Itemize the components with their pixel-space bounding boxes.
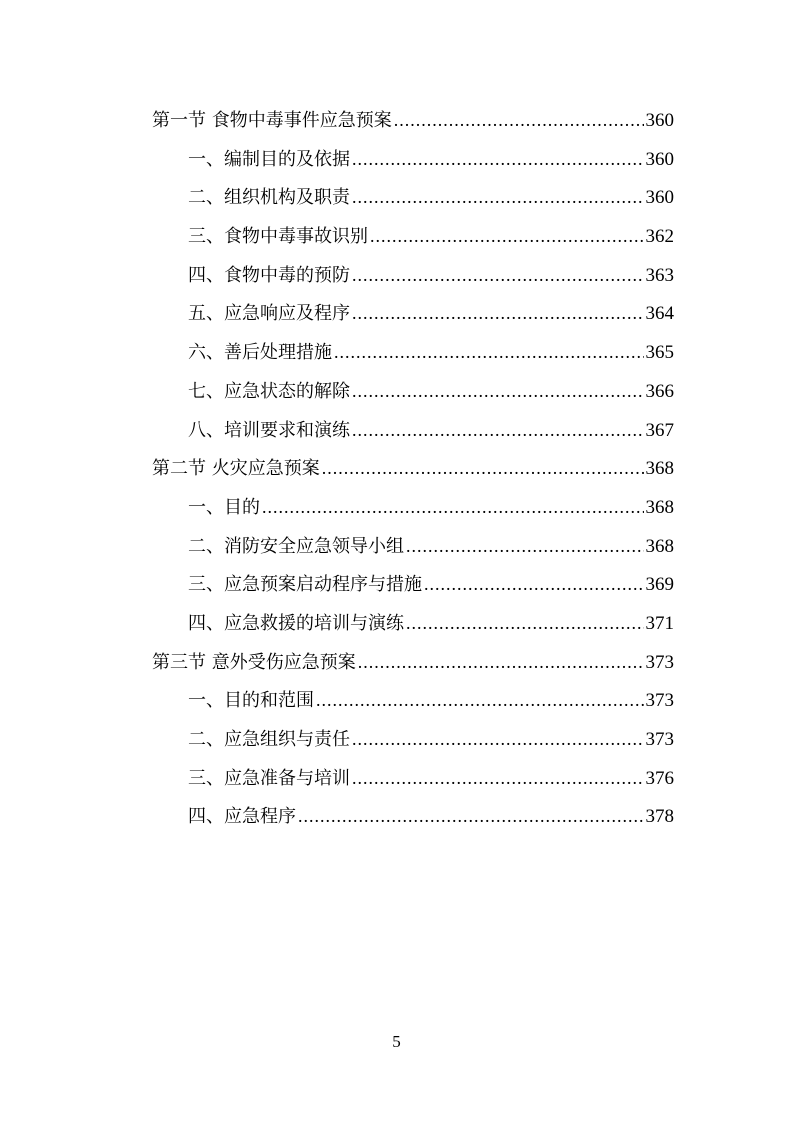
toc-entry-page: 373: [645, 651, 674, 673]
toc-entry-title: 六、善后处理措施: [188, 342, 332, 364]
toc-entry-page: 367: [645, 419, 674, 441]
toc-entry[interactable]: [152, 416, 674, 455]
toc-dot-leader: [262, 493, 644, 521]
toc-entry[interactable]: [152, 532, 674, 571]
toc-entry[interactable]: [152, 686, 674, 725]
toc-dot-leader: [424, 570, 644, 598]
toc-entry[interactable]: [152, 261, 674, 300]
toc-entry-title: 二、消防安全应急领导小组: [188, 535, 404, 557]
toc-dot-leader: [352, 377, 644, 405]
toc-entry-page: 364: [645, 303, 674, 325]
toc-entry-title: 五、应急响应及程序: [188, 303, 350, 325]
toc-entry-page: 376: [645, 767, 674, 789]
toc-entry[interactable]: [152, 145, 674, 184]
toc-entry-page: 360: [645, 148, 674, 170]
toc-dot-leader: [352, 145, 644, 173]
toc-dot-leader: [352, 261, 644, 289]
toc-entry-page: 360: [645, 110, 674, 131]
toc-entry[interactable]: [152, 648, 674, 687]
toc-entry-title: 第二节 火灾应急预案: [152, 458, 320, 480]
toc-entry-page: 366: [645, 380, 674, 402]
toc-entry[interactable]: [152, 609, 674, 648]
toc-entry-title: 第三节 意外受伤应急预案: [152, 651, 356, 673]
toc-entry-page: 363: [645, 264, 674, 286]
toc-entry-page: 373: [645, 690, 674, 712]
toc-dot-leader: [406, 609, 644, 637]
toc-entry[interactable]: [152, 454, 674, 493]
toc-entry-title: 三、食物中毒事故识别: [188, 226, 368, 248]
toc-entry-page: 365: [645, 342, 674, 364]
toc-entry-title: 七、应急状态的解除: [188, 380, 350, 402]
toc-entry-page: 368: [645, 458, 674, 480]
toc-entry[interactable]: [152, 377, 674, 416]
toc-entry[interactable]: [152, 183, 674, 222]
toc-dot-leader: [334, 338, 644, 366]
toc-entry-page: 371: [645, 612, 674, 634]
toc-dot-leader: [370, 222, 644, 250]
toc-dot-leader: [352, 416, 644, 444]
toc-entry-title: 八、培训要求和演练: [188, 419, 350, 441]
toc-entry-page: 368: [645, 535, 674, 557]
toc-dot-leader: [322, 454, 644, 482]
toc-entry[interactable]: [152, 725, 674, 764]
toc-entry-page: 362: [645, 226, 674, 248]
toc-entry-title: 四、食物中毒的预防: [188, 264, 350, 286]
toc-entry[interactable]: [152, 222, 674, 261]
toc-entry-title: 一、目的和范围: [188, 690, 314, 712]
toc-entry[interactable]: [152, 493, 674, 532]
toc-dot-leader: [352, 299, 644, 327]
toc-entry-title: 三、应急准备与培训: [188, 767, 350, 789]
toc-dot-leader: [298, 802, 644, 830]
toc-entry-page: 378: [645, 806, 674, 828]
toc-dot-leader: [352, 764, 644, 792]
toc-entry-page: 360: [645, 187, 674, 209]
toc-entry-title: 二、应急组织与责任: [188, 729, 350, 750]
toc-entry-title: 一、编制目的及依据: [188, 148, 350, 170]
toc-entry-title: 四、应急程序: [188, 806, 296, 828]
toc-entry-title: 三、应急预案启动程序与措施: [188, 574, 422, 596]
toc-entry-title: 四、应急救援的培训与演练: [188, 612, 404, 634]
toc-entry-page: 368: [645, 496, 674, 518]
toc-dot-leader: [352, 725, 644, 753]
toc-entry[interactable]: [152, 570, 674, 609]
toc-entry-title: 第一节 食物中毒事件应急预案: [152, 110, 392, 131]
toc-dot-leader: [316, 686, 644, 714]
toc-entry-page: 369: [645, 574, 674, 596]
page-number: 5: [392, 1032, 401, 1051]
toc-entry[interactable]: [152, 802, 674, 841]
toc-entry[interactable]: [152, 338, 674, 377]
toc-entry[interactable]: [152, 106, 674, 145]
toc-entry-title: 一、目的: [188, 496, 260, 518]
toc-dot-leader: [358, 648, 644, 676]
toc-entry-title: 二、组织机构及职责: [188, 187, 350, 209]
toc-entry[interactable]: [152, 764, 674, 803]
toc-dot-leader: [394, 106, 644, 134]
toc-entry-page: 373: [645, 729, 674, 750]
toc-dot-leader: [352, 183, 644, 211]
toc-dot-leader: [406, 532, 644, 560]
table-of-contents: [152, 106, 674, 841]
toc-entry[interactable]: [152, 299, 674, 338]
